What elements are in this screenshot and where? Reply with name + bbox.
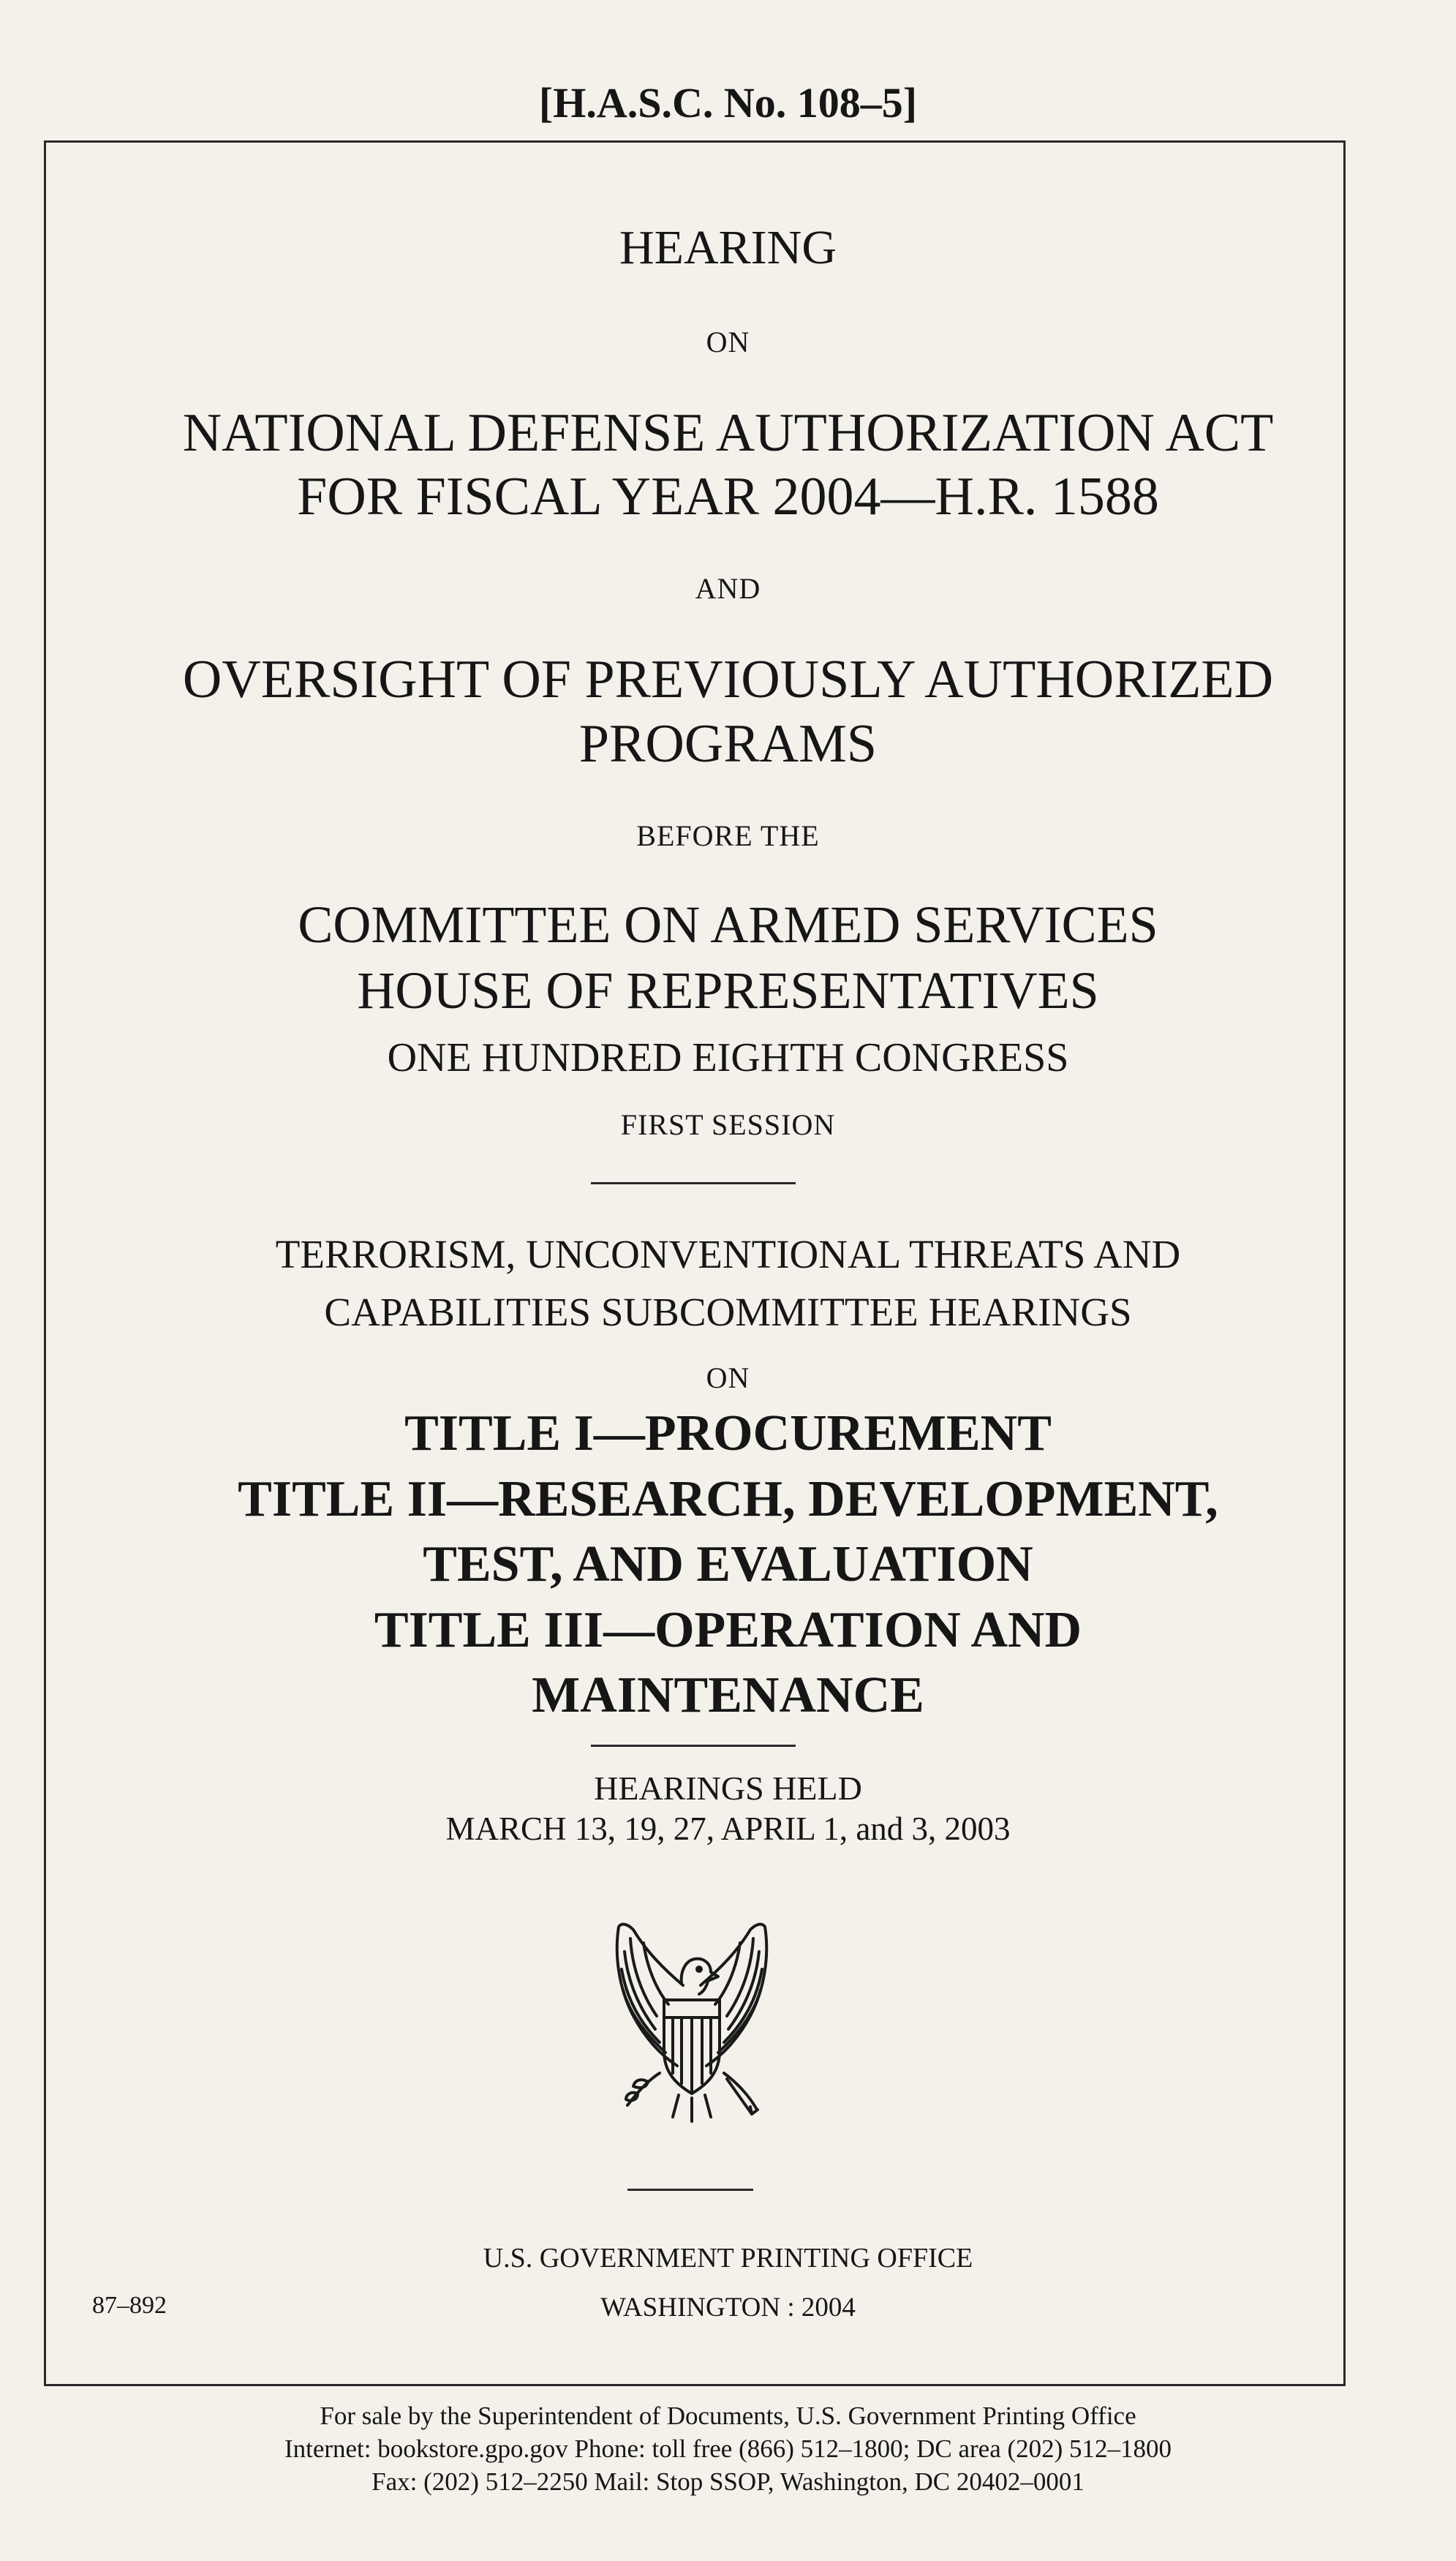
and-label: AND (695, 572, 761, 605)
title-line-1: TITLE I—PROCUREMENT (404, 1405, 1052, 1462)
hearing-dates: MARCH 13, 19, 27, APRIL 1, and 3, 2003 (445, 1810, 1011, 1847)
location-year: WASHINGTON : 2004 (600, 2293, 856, 2323)
oversight-line2: PROGRAMS (578, 714, 878, 774)
title-line-4: TITLE III—OPERATION AND (374, 1602, 1082, 1658)
act-title-line1: NATIONAL DEFENSE AUTHORIZATION ACT (182, 403, 1274, 463)
eagle-seal-icon (582, 1922, 801, 2124)
subcommittee-line2: CAPABILITIES SUBCOMMITTEE HEARINGS (324, 1290, 1132, 1334)
hearings-held-label: HEARINGS HELD (594, 1770, 862, 1807)
sale-info-line1: For sale by the Superintendent of Documents, U.S. Government Printing Office (320, 2402, 1136, 2430)
chamber-name: HOUSE OF REPRESENTATIVES (357, 961, 1099, 1020)
divider-rule-2 (591, 1745, 796, 1747)
session-label: FIRST SESSION (620, 1108, 836, 1141)
printer-name: U.S. GOVERNMENT PRINTING OFFICE (483, 2243, 973, 2274)
committee-name: COMMITTEE ON ARMED SERVICES (298, 895, 1158, 954)
hasc-number: [H.A.S.C. No. 108–5] (538, 79, 918, 127)
hearing-heading: HEARING (619, 221, 837, 274)
title-line-2: TITLE II—RESEARCH, DEVELOPMENT, (238, 1471, 1218, 1527)
title-line-5: MAINTENANCE (532, 1667, 924, 1723)
on-label-2: ON (706, 1361, 750, 1394)
divider-rule-3 (627, 2189, 753, 2191)
oversight-line1: OVERSIGHT OF PREVIOUSLY AUTHORIZED (182, 650, 1274, 710)
divider-rule-1 (591, 1182, 796, 1184)
sale-info-line2: Internet: bookstore.gpo.gov Phone: toll free (866) 512–1800; DC area (202) 512–1800 (284, 2434, 1172, 2463)
before-the-label: BEFORE THE (636, 819, 820, 852)
title-line-3: TEST, AND EVALUATION (423, 1536, 1033, 1592)
act-title-line2: FOR FISCAL YEAR 2004—H.R. 1588 (297, 467, 1159, 527)
document-number: 87–892 (92, 2292, 167, 2319)
congress-label: ONE HUNDRED EIGHTH CONGRESS (387, 1035, 1069, 1080)
on-label-1: ON (706, 326, 750, 358)
subcommittee-line1: TERRORISM, UNCONVENTIONAL THREATS AND (275, 1232, 1181, 1276)
sale-info-line3: Fax: (202) 512–2250 Mail: Stop SSOP, Washington, DC 20402–0001 (371, 2467, 1085, 2496)
